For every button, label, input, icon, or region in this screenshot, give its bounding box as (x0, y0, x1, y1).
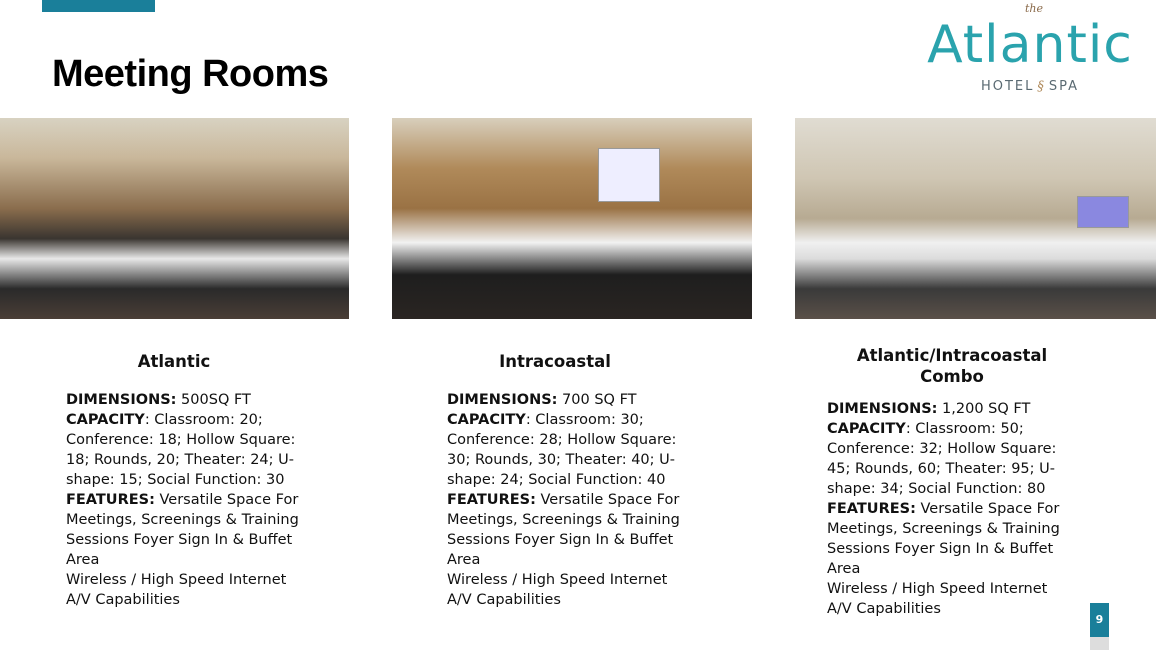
projector-screen (1077, 196, 1129, 228)
room-intracoastal (447, 351, 699, 610)
combo-room-photo (795, 118, 1156, 319)
room-atlantic (66, 351, 318, 610)
accent-bar (42, 0, 155, 12)
seahorse-icon: § (1037, 79, 1046, 94)
projector-screen (598, 148, 660, 202)
features-value: Versatile Space For Meetings, Screenings & Training Sessions Foyer Sign In & Buffet Area (447, 492, 680, 568)
page-number-footer (1090, 637, 1109, 650)
av-feature: A/V Capabilities (66, 592, 180, 608)
logo-name: Atlantic (927, 15, 1133, 75)
room-combo (827, 345, 1079, 619)
features-label: FEATURES: (447, 492, 536, 508)
wireless-feature: Wireless / High Speed Internet (66, 572, 287, 588)
page-title: Meeting Rooms (52, 53, 329, 95)
intracoastal-room-photo (392, 118, 752, 319)
dimensions-label: DIMENSIONS: (447, 392, 558, 408)
capacity-value: : Classroom: 20; Conference: 18; Hollow Square: 18; Rounds, 20; Theater: 24; U-shape: 15; Social Function: 30 (66, 412, 296, 488)
wireless-feature: Wireless / High Speed Internet (827, 581, 1048, 597)
dimensions-label: DIMENSIONS: (827, 401, 938, 417)
features-value: Versatile Space For Meetings, Screenings & Training Sessions Foyer Sign In & Buffet Area (66, 492, 299, 568)
av-feature: A/V Capabilities (447, 592, 561, 608)
capacity-value: : Classroom: 30; Conference: 28; Hollow Square: 30; Rounds, 30; Theater: 40; U-shape: 24; Social Function: 40 (447, 412, 677, 488)
wireless-feature: Wireless / High Speed Internet (447, 572, 668, 588)
capacity-label: CAPACITY (66, 412, 145, 428)
capacity-label: CAPACITY (827, 421, 906, 437)
room-name: Atlantic/Intracoastal Combo (856, 346, 1048, 386)
dimensions-value: 500SQ FT (176, 392, 251, 408)
logo-spa: SPA (1048, 79, 1080, 94)
room-name: Intracoastal (499, 352, 611, 371)
features-label: FEATURES: (827, 501, 916, 517)
atlantic-room-photo (0, 118, 349, 319)
hotel-logo (925, 2, 1135, 102)
logo-subtitle (925, 78, 1135, 96)
logo-the: the (1025, 2, 1044, 15)
features-label: FEATURES: (66, 492, 155, 508)
features-value: Versatile Space For Meetings, Screenings & Training Sessions Foyer Sign In & Buffet Area (827, 501, 1060, 577)
dimensions-value: 1,200 SQ FT (937, 401, 1031, 417)
capacity-value: : Classroom: 50; Conference: 32; Hollow Square: 45; Rounds, 60; Theater: 95; U-shape: 34; Social Function: 80 (827, 421, 1057, 497)
av-feature: A/V Capabilities (827, 601, 941, 617)
dimensions-label: DIMENSIONS: (66, 392, 177, 408)
capacity-label: CAPACITY (447, 412, 526, 428)
page-number: 9 (1090, 603, 1109, 637)
logo-hotel: HOTEL (980, 79, 1035, 94)
dimensions-value: 700 SQ FT (557, 392, 637, 408)
room-name: Atlantic (137, 352, 211, 371)
